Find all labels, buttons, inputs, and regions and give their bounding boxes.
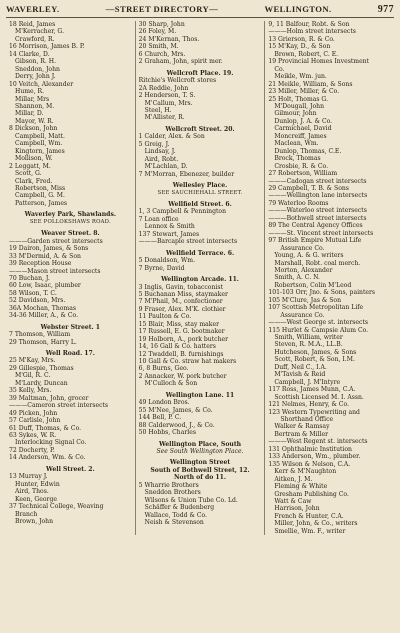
street-heading: Weaver Street. 8. [41,230,100,238]
directory-entry: 29 Campbell, T. B. & Sons [268,184,349,192]
directory-entry: Patterson, James [15,199,68,207]
directory-entry: 25 M'Kay, Mrs. [9,357,56,365]
directory-entry: 19 Dairon, James, & Sons [9,245,89,253]
directory-entry: ———Cameron street intersects [9,402,109,410]
directory-entry: Aird, Thos. [15,488,49,496]
directory-entry: Moncreiff, James [274,132,327,140]
directory-entry: Robertson, Miss [15,184,66,192]
directory-entry: 1, 3 Campbell & Pennington [138,208,227,216]
directory-entry: 7 Thomson, William [9,331,71,339]
street-heading: Wellington Place, South [158,440,242,448]
directory-entry: 52 Davidson, Mrs. [9,297,66,305]
directory-entry: 97 British Empire Mutual Life [268,237,362,245]
directory-entry: Lennox & Smith [144,223,195,231]
directory-entry: Dunlop, J. A. & Co. [274,117,333,125]
directory-entry: 39 Maltman, John, grocer [9,394,89,402]
directory-entry: ———Holm street intersects [268,28,356,36]
directory-entry: Crawford, R. [15,35,55,43]
directory-entry: Scott, G. [15,170,42,178]
directory-entry: Gresham Publishing Co. [274,490,349,498]
directory-entry: 30 Sharp, John [138,21,185,28]
directory-entry: 115 Hurlet & Campsie Alum Co. [268,326,369,334]
directory-entry: Crosbie, R. & Co. [274,162,329,170]
directory-entry: Hutcheson, James, & Sons [274,348,357,356]
directory-entry: See South Wellington Place. [156,448,244,456]
directory-entry: 6, 8 Burns, Geo. [138,365,189,373]
directory-entry: 144 Bell, P. C. [138,414,182,422]
directory-entry: SEE SAUCHIEHALL STREET. [157,189,243,196]
directory-entry: 14, 16 Gall & Co. hatters [138,343,216,351]
directory-entry: 72 Docherty, P. [9,446,55,454]
header-left: WAVERLEY. [6,4,60,14]
directory-entry: Co. [274,65,285,73]
directory-entry: Carmichael, David [274,125,332,133]
directory-entry: ———West George st. intersects [268,319,369,327]
directory-entry: Wilsons & Union Tube Co. Ld. [144,496,238,504]
directory-col-3 [264,21,394,535]
directory-entry: Steel, H. [144,106,172,114]
directory-entry: 10 Veitch, Alexander [9,80,74,88]
directory-entry: Millar, D. [15,110,44,118]
directory-entry: Aitken, J. M. [274,475,313,483]
directory-entry: 49 London Bros. [138,399,190,407]
street-heading: Well Road. 17. [45,350,95,358]
directory-entry: 18 Reid, James [9,21,56,28]
directory-entry: M'Allister, R. [144,114,185,122]
directory-entry: Sneddon, John [15,65,60,73]
directory-entry: ———St. Vincent street intersects [268,229,374,237]
directory-entry: Ritchie's Wellcroft stores [138,77,217,85]
directory-entry: 5 Donaldson, Wm. [138,257,196,265]
directory-entry: 15 M'Kay, D., & Son [268,43,331,51]
directory-entry: 27 Robertson, William [268,170,338,178]
directory-col-1 [6,21,135,535]
directory-entry: Brock, Thomas [274,155,321,163]
directory-entry: 121 Nelmes, Henry, & Co. [268,401,349,409]
directory-entry: Dunlop, Thomas, C.E. [274,147,342,155]
directory-entry: 101-103 Orr, Jno. & Sons, painters [268,289,376,297]
directory-entry: 13 Grierson, R. & Co. [268,35,335,43]
directory-entry: 39 Reception House [9,260,72,268]
directory-entry: Assurance Co. [280,311,325,319]
directory-entry: Derry, John J. [15,73,56,81]
directory-entry: Hume, R. [15,88,45,96]
street-heading: Wellington Lane. 11 [165,391,235,399]
directory-entry: Clark, Fred. [15,177,53,185]
directory-entry: 33 M'Dermid, A. & Son [9,252,81,260]
directory-entry: M'Culloch & Son [144,380,198,388]
directory-entry: Scottish Licensed M. I. Assn. [274,393,364,401]
directory-entry: Gilmour, John [274,110,317,118]
directory-entry: 3 Inglis, Gavin, tobacconist [138,283,223,291]
directory-entry: Maclean, Wm. [274,140,319,148]
directory-entry: 5 Greig, J. [138,140,170,148]
directory-entry: M'Lachlan, D. [144,163,188,171]
directory-entry: Campbell, G. M. [15,192,65,200]
directory-entry: 88 Calderwood, J., & Co. [138,421,215,429]
directory-entry: 58 Wilson, T. C. [9,289,57,297]
directory-entry: 117 Ross, James Munn, C.A. [268,386,356,394]
directory-entry: Millar, Mrs [15,95,50,103]
header-right: WELLINGTON. [264,4,332,14]
street-heading: Wellesley Place. [172,182,228,190]
directory-entry: 10 Gall & Co. straw hat makers [138,358,237,366]
directory-entry: Duff, Neil C., I.A. [274,363,327,371]
directory-entry: Marshall, Robt. coal merch. [274,259,361,267]
directory-entry: Brown, Robert, C. E. [274,50,339,58]
directory-entry: 9 Fraser, Alex. M'K. clothier [138,305,226,313]
directory-entry: 2 Graham, John, spirit mer. [138,58,223,66]
directory-entry: 21 Meikle, William, & Sons [268,80,353,88]
directory-entry: Lindsay, J. [144,148,176,156]
directory-entry: 55 M'Nee, James, & Co. [138,406,213,414]
directory-entry: 60 Low, Isaac, plumber [9,282,81,290]
street-heading: South of Bothwell Street, 12. [150,466,250,474]
directory-entry: Shannon, M. [15,102,55,110]
directory-entry: Sneddon Brothers [144,489,201,497]
directory-entry: Watt & Caw [274,498,312,505]
directory-entry: 12 Twaddell, B. furnishings [138,350,224,358]
directory-entry: 37 Technical College, Weaving [9,503,104,511]
directory-entry: ———Wellington lane intersects [268,192,368,200]
directory-entry: Schäffer & Budenberg [144,504,215,512]
directory-entry: 49 Picken, John [9,409,58,417]
directory-entry: 25 Holt, Thomas G. [268,95,329,103]
directory-entry: 131 Ophthalmic Institution [268,445,352,453]
directory-entry: 17 Russell, E. G. bootmaker [138,328,225,336]
directory-entry: 15 Blair, Miss, stay maker [138,320,220,328]
directory-entry: 2 Annacker, W. pork butcher [138,372,227,380]
header-center: —STREET DIRECTORY— [105,4,219,14]
directory-entry: ———Barcaple street intersects [138,238,238,246]
street-heading: Wellfield Street. 6. [168,200,232,208]
directory-entry: 2A Reddie, John [138,84,189,92]
directory-entry: 133 Anderson, Wm., plumber. [268,453,361,461]
directory-entry: 16 Morrison, James B. P. [9,43,85,51]
street-heading: Wellcroft Street. 20. [165,125,235,133]
directory-entry: Neish & Stevenson [144,519,204,527]
street-heading: Wellfield Terrace. 6. [165,249,235,257]
directory-entry: Scott, Robert, & Son, I.M. [274,356,355,364]
directory-entry: Campbell, Wm. [15,140,63,148]
directory-entry: M'Callum, Mrs. [144,99,193,107]
directory-entry: Smith, A. C. N. [274,274,320,282]
directory-entry: 2 Henderson, T. S. [138,92,196,100]
directory-entry: 70 Buchan, J. [9,274,50,282]
directory-entry: Smellie, Wm. F., writer [274,527,346,535]
directory-entry: 1 Calder, Alex. & Son [138,133,205,141]
directory-entry: 5 Buchanan Miss, staymaker [138,290,228,298]
directory-entry: Campbell, J. M'Intyre [274,378,341,386]
directory-entry: 19 Holborn, A., pork butcher [138,335,229,343]
directory-entry: Shorthand Office [280,416,334,424]
directory-entry: 79 Waterloo Rooms [268,199,329,207]
page-number: 977 [377,4,394,15]
directory-entry: 50 Hobbs, Charles [138,429,196,437]
directory-entry: Interlocking Signal Co. [15,439,87,447]
directory-entry: 14 Anderson, Wm. & Co. [9,454,86,462]
directory-entry: Walker & Ramsay [274,423,330,431]
directory-entry: 7 Byrne, David [138,264,185,272]
directory-entry: 5 Wharrie Brothers [138,481,199,489]
street-heading: Waverley Park, Shawlands. [24,211,116,219]
street-heading: North of do 11. [173,474,227,482]
directory-entry: Kingtorn, James [15,147,65,155]
directory-entry: Mayor, W. R. [15,117,54,125]
directory-entry: 9, 11 Balfour, Robt. & Son [268,21,350,28]
directory-entry: 137 Stewart, James [138,230,200,238]
directory-entry: 20 Smith, M. [138,43,179,51]
directory-entry: Bertram & Miller [274,430,329,438]
directory-entry: 89 The Central Agency Offices [268,222,363,230]
directory-entry: 29 Gillespie, Thomas [9,364,74,372]
directory-entry: 8 Dickson, John [9,125,58,133]
directory-entry: ———Bothwell street intersects [268,214,367,222]
directory-entry: 135 Wilson & Nelson, C.A. [268,460,351,468]
directory-entry: ———Waterloo street intersects [268,207,367,215]
directory-entry: 6 Church, Mrs. [138,50,186,58]
directory-entry: ———Mason street intersects [9,267,101,275]
directory-columns [6,21,394,535]
directory-entry: Branch [15,510,38,518]
directory-entry: 13 Murray J. [9,473,48,481]
directory-entry: Aird, Robt. [144,155,179,163]
directory-entry: Hunter, Edwin [15,480,60,488]
directory-entry: Harrison, John [274,505,320,513]
directory-entry: 34-36 Miller, A., & Co. [9,312,79,320]
directory-entry: 29 Thomson, Harry L. [9,338,77,346]
directory-entry: Kerr & M'Naughton [274,468,337,476]
directory-entry: Meikle, Wm. jun. [274,73,327,81]
directory-entry: 63 Sykes, W. R. [9,432,57,440]
directory-entry: Miller, John, & Co., writers [274,520,358,528]
directory-entry: 123 Western Typewriting and [268,408,360,416]
directory-entry: Brown, John [15,518,54,525]
directory-entry: M'Dougall, John [274,102,325,110]
directory-entry: 7 M'Phail, M., confectioner [138,298,223,306]
directory-entry: 57 Carlisle, John [9,417,61,425]
directory-entry: Robertson, Colin M'Leod [274,281,352,289]
directory-entry: 107 Scottish Metropolitan Life [268,304,364,312]
directory-entry: 7 M'Morran, Ebenezer, builder [138,170,235,178]
directory-entry: 24 M'Kernan, Thos. [138,35,200,43]
directory-entry: Campbell, Matt. [15,132,65,140]
street-heading: Wellington Street [169,459,231,467]
street-heading: Webster Street. 1 [40,323,101,331]
directory-entry: 14 Clarke, D. [9,50,50,58]
street-heading: Well Street. 2. [46,465,95,473]
directory-entry: 35 Kelly, Mrs. [9,387,52,395]
directory-entry: 2 Leggatt, M. [9,162,51,170]
directory-entry: Gibson, R. H. [15,58,57,66]
directory-entry: Young, A. & G. writers [274,252,344,260]
directory-entry: 19 Provincial Homes Investment [268,58,370,66]
directory-entry: M'Lardy, Duncan [15,379,68,387]
directory-entry: ———Garden street intersects [9,237,103,245]
directory-entry: 26 Foley, M. [138,28,177,36]
directory-entry: M'Gil, R. C. [15,372,51,380]
street-heading: Wellcroft Place. 19. [166,69,234,77]
page-header [6,4,394,18]
directory-entry: Smith, William, writer [274,334,343,342]
directory-entry: Morton, Alexander [274,266,333,274]
directory-entry: Assurance Co. [280,244,325,252]
directory-entry: M'Tavish & Reid [274,371,326,379]
directory-entry: Mollison, W. [15,155,53,163]
street-heading: Wellington Arcade. 11. [161,276,239,284]
directory-entry: 61 Duff, Thomas, & Co. [9,424,82,432]
directory-entry: M'Kerracher, G. [15,28,65,36]
directory-entry: 23 Miller, Miller, & Co. [268,88,340,96]
directory-entry: Keen, George [15,495,57,503]
directory-entry: Steven, R. M.A., LL.B. [274,341,343,349]
directory-entry: ———Cadogan street intersects [268,177,367,185]
directory-entry: 105 M'Clure, Jas & Son [268,296,342,304]
directory-entry: 7 Loan office [138,215,179,223]
directory-entry: 11 Paulton & Co. [138,313,192,321]
directory-entry: SEE POLLOKSHAWS ROAD. [29,218,111,225]
directory-entry: 36A Mochan, Thomas [9,304,76,312]
directory-entry: Wallace, Todd & Co. [144,511,207,519]
directory-entry: ———West Regent st. intersects [268,438,368,446]
directory-col-2 [135,21,265,535]
directory-entry: French & Hunter, C.A. [274,512,344,520]
directory-entry: Fleming & White [274,483,328,491]
